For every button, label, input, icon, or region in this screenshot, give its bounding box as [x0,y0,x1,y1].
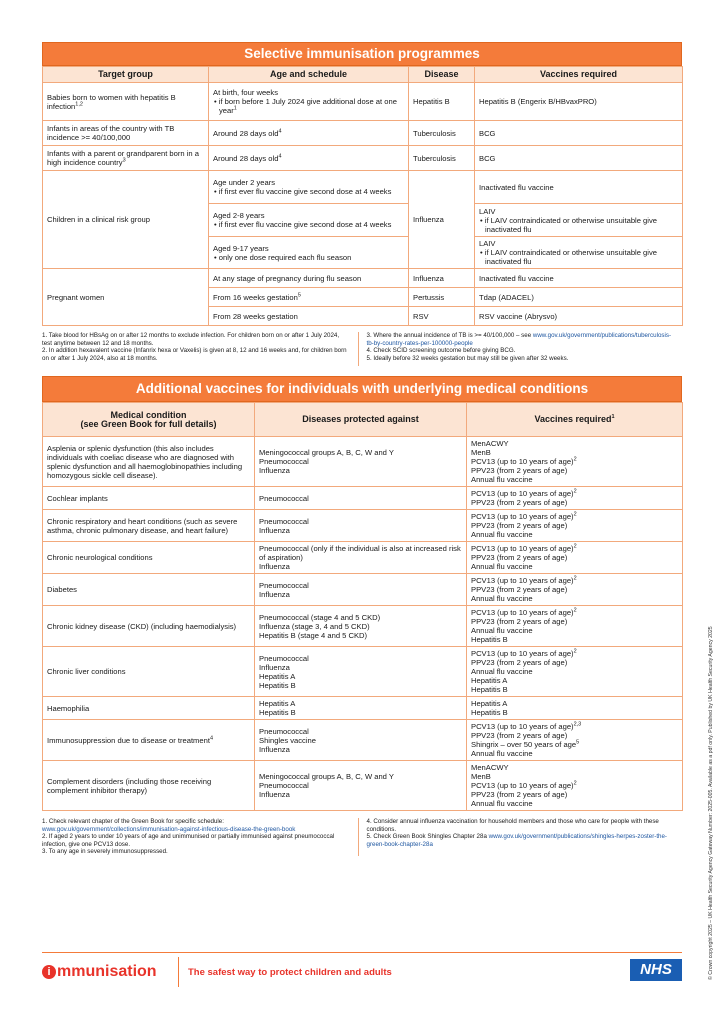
footer-divider [178,957,179,987]
immunisation-logo [42,963,157,981]
condition-cell [43,510,255,542]
disease-item: Influenza [259,790,290,799]
diseases-cell [255,510,467,542]
section1-footnotes [42,332,682,366]
vaccine-text: PPV23 (from 2 years of age) [471,466,568,475]
vaccine-bullet: • if LAIV contraindicated or otherwise unsuitable give inactivated flu [480,215,657,234]
diseases-cell [255,487,467,510]
vaccine-item [471,553,678,562]
vaccine-text: PCV13 (up to 10 years of age) [471,544,574,553]
disease-cell: Tuberculosis [409,146,475,171]
vaccines-cell [467,720,683,761]
selective-programmes-table [42,66,683,326]
disease-item: Pneumococcal (stage 4 and 5 CKD) [259,612,381,622]
nhs-logo: NHS [630,959,682,981]
header-vaccines-required [467,403,683,437]
vaccine-item [471,512,678,521]
vaccine-cell [475,237,683,269]
table-row [43,647,683,697]
disease-item: Hepatitis B [259,708,296,717]
footnote-ref: 1 [611,414,615,420]
age-text: At birth, four weeks [213,88,278,97]
condition-text: Immunosuppression due to disease or treatment [47,735,210,745]
condition-text: Asplenia or splenic dysfunction (this also includes individuals with coeliac disease who are diagnosed with splenic dysfunction and all haemoglobinopathies including homozygous sickle cell disease). [47,443,243,480]
disease-item: Influenza [259,525,290,535]
header-condition-text: Medical condition [110,409,187,420]
footnote: 3. To any age in severely immunosuppressed. [42,848,168,856]
target-group-cell [43,146,209,171]
disease-item: Pneumococcal [259,781,309,790]
footnotes-left [42,818,358,856]
table-row [43,146,683,171]
age-bullet: • only one dose required each flu season [214,252,352,262]
vaccine-item [471,667,678,676]
age-text: From 16 weeks gestation [213,292,298,302]
vaccine-item [471,530,678,539]
vaccine-text: Hepatitis A [471,676,508,685]
footnotes-right [358,818,683,856]
copyright-text: © Crown copyright 2025 – UK Health Security Agency Gateway Number: 2025-005. Available as a pdf only. Published by UK Health Security Agency 2025 [708,626,714,980]
table-header-row [43,67,683,83]
table-row [43,606,683,647]
logo-i-icon: i [42,965,56,979]
disease-cell: Influenza [409,269,475,288]
header-diseases: Diseases protected against [255,403,467,437]
vaccine-item [471,439,678,448]
vaccines-cell [467,574,683,606]
table-row [43,761,683,811]
vaccine-text: Annual flu vaccine [471,594,533,603]
vaccines-cell [467,647,683,697]
vaccine-item [471,799,678,808]
section2-footnotes [42,818,682,856]
condition-cell [43,487,255,510]
age-bullet: • if first ever flu vaccine give second dose at 4 weeks [214,220,392,229]
vaccine-text: MenACWY [471,439,509,448]
vaccine-item [471,740,678,749]
table-row [43,487,683,510]
footnote-ref: 2 [573,575,577,582]
vaccine-text: Annual flu vaccine [471,562,533,571]
target-group-cell: Children in a clinical risk group [43,171,209,269]
footnote [42,818,350,833]
vaccine-cell: BCG [475,121,683,146]
footnote-ref: 3 [122,157,126,164]
footnote-link[interactable]: www.gov.uk/government/publications/shingles-herpes-zoster-the-green-book-chapter-28a [366,833,667,848]
footnote-ref: 4 [278,127,282,134]
age-cell: From 28 weeks gestation [209,307,409,326]
footnote-text: 3. Where the annual incidence of TB is >= 40/100,000 – see [366,332,533,339]
footnote-text: 5. Check Green Book Shingles Chapter 28a [366,833,489,841]
target-group-text: Babies born to women with hepatitis B infection [47,92,176,111]
target-group-cell: Pregnant women [43,269,209,326]
header-target-group: Target group [43,67,209,83]
disease-item: Pneumococcal [259,516,309,526]
diseases-cell [255,606,467,647]
footnote-ref: 2 [573,607,577,614]
vaccine-item [471,685,678,694]
logo-text: mmunisation [57,963,157,980]
vaccines-cell [467,542,683,574]
vaccine-text: PPV23 (from 2 years of age) [471,790,568,799]
condition-cell [43,574,255,606]
vaccine-cell: Inactivated flu vaccine [475,269,683,288]
vaccine-item [471,781,678,790]
vaccine-item [471,658,678,667]
table-row [43,574,683,606]
footnote-ref: 2 [573,511,577,518]
vaccine-cell: Inactivated flu vaccine [475,171,683,204]
vaccine-text: PPV23 (from 2 years of age) [471,617,568,626]
condition-text: Haemophilia [47,703,90,713]
header-age-schedule: Age and schedule [209,67,409,83]
age-text: Age under 2 years [213,178,276,187]
vaccine-text: PCV13 (up to 10 years of age) [471,512,574,521]
footnote [367,833,675,848]
vaccine-item [471,457,678,466]
footnote: 2. If aged 2 years to under 10 years of age and unimmunised or partially immunised against pneumococcal infection, give one PCV13 dose. [42,833,335,848]
vaccine-item [471,521,678,530]
vaccine-item [471,594,678,603]
footnote: 4. Consider annual influenza vaccination for household members and those who care for people with these conditions. [366,818,659,833]
footnote-ref: 1 [233,105,237,112]
vaccines-cell [467,697,683,720]
footnote-ref: 2,3 [573,721,582,728]
footnote-ref: 2 [573,543,577,550]
vaccine-text: PPV23 (from 2 years of age) [471,498,568,507]
vaccine-text: PCV13 (up to 10 years of age) [471,781,574,790]
medical-conditions-table [42,402,683,811]
vaccine-item [471,608,678,617]
vaccine-text: PPV23 (from 2 years of age) [471,553,568,562]
vaccine-text: PCV13 (up to 10 years of age) [471,608,574,617]
vaccine-text: Shingrix – over 50 years of age [471,740,577,749]
header-condition-sub: (see Green Book for full details) [80,418,217,429]
disease-item: Meningococcal groups A, B, C, W and Y [259,448,394,457]
condition-cell [43,720,255,761]
table-header-row [43,403,683,437]
table-row [43,697,683,720]
footnote-ref: 4 [278,152,282,159]
vaccine-item [471,731,678,740]
disease-item: Shingles vaccine [259,735,316,745]
disease-item: Influenza (stage 3, 4 and 5 CKD) [259,621,370,631]
table-row [43,542,683,574]
vaccine-text: Annual flu vaccine [471,626,533,635]
footnote: 4. Check SCID screening outcome before giving BCG. [366,347,516,355]
vaccine-item [471,790,678,799]
disease-item: Pneumococcal [259,726,309,736]
condition-text: Chronic respiratory and heart conditions (such as severe asthma, chronic pulmonary disease, and heart failure) [47,516,238,535]
vaccine-text: Annual flu vaccine [471,749,533,758]
disease-cell: RSV [409,307,475,326]
footnote-ref: 2 [573,456,577,463]
diseases-cell [255,720,467,761]
disease-item: Influenza [259,589,290,599]
vaccine-cell: Tdap (ADACEL) [475,288,683,307]
diseases-cell [255,437,467,487]
table-row [43,720,683,761]
condition-cell [43,437,255,487]
footnote: 2. In addition hexavalent vaccine (Infanrix hexa or Vaxelis) is given at 8, 12 and 16 weeks and, for children born on or after 1 July 2024, also at 18 months. [42,347,347,362]
table-row [43,269,683,288]
diseases-cell [255,574,467,606]
footnote [367,332,675,347]
footer [42,952,682,993]
vaccine-text: PCV13 (up to 10 years of age) [471,489,574,498]
vaccines-cell [467,487,683,510]
vaccine-text: MenB [471,772,491,781]
section1-title: Selective immunisation programmes [42,42,682,66]
diseases-cell [255,761,467,811]
footnote-ref: 2 [573,780,577,787]
vaccines-cell [467,510,683,542]
vaccine-text: Hepatitis B [471,685,508,694]
vaccine-text: PCV13 (up to 10 years of age) [471,649,574,658]
vaccine-cell: BCG [475,146,683,171]
condition-text: Chronic kidney disease (CKD) (including haemodialysis) [47,621,237,631]
disease-item: Hepatitis B [259,680,296,690]
footnotes-left [42,332,358,366]
vaccine-text: LAIV [479,239,496,248]
vaccine-item [471,489,678,498]
age-text: Aged 2-8 years [213,211,265,220]
disease-item: Influenza [259,562,290,571]
vaccine-text: Hepatitis A [471,699,508,708]
tagline: The safest way to protect children and adults [188,967,392,978]
footnote-ref: 4 [209,734,213,741]
vaccines-cell [467,606,683,647]
age-cell [209,204,409,237]
vaccine-item [471,576,678,585]
vaccine-item [471,722,678,731]
vaccine-text: Annual flu vaccine [471,799,533,808]
vaccine-item [471,544,678,553]
condition-text: Diabetes [47,585,77,594]
diseases-cell [255,542,467,574]
conditions-body [43,437,683,811]
age-cell [209,237,409,269]
table-row [43,510,683,542]
disease-item: Influenza [259,662,290,672]
vaccine-text: Annual flu vaccine [471,530,533,539]
footnote: 1. Take blood for HBsAg on or after 12 months to exclude infection. For children born on or after 1 July 2024, test anytime between 12 and 18 months. [42,332,340,347]
vaccine-cell: RSV vaccine (Abrysvo) [475,307,683,326]
disease-cell: Pertussis [409,288,475,307]
footnote-ref: 5 [297,291,301,298]
disease-item: Pneumococcal [259,653,309,663]
footnote: 5. Ideally before 32 weeks gestation but may still be given after 32 weeks. [366,354,569,362]
vaccines-cell [467,761,683,811]
target-group-cell: Infants in areas of the country with TB incidence >= 40/100,000 [43,121,209,146]
vaccine-text: Hepatitis B [471,708,508,717]
vaccine-text: PPV23 (from 2 years of age) [471,521,568,530]
age-cell [209,146,409,171]
vaccine-text: Annual flu vaccine [471,667,533,676]
disease-item: Influenza [259,744,290,754]
vaccine-text: Annual flu vaccine [471,475,533,484]
diseases-cell [255,697,467,720]
footnote-ref: 2 [573,648,577,655]
header-vaccines: Vaccines required [475,67,683,83]
copyright-sidebar [700,560,716,980]
header-disease: Disease [409,67,475,83]
disease-item: Pneumococcal [259,580,309,590]
footnote-ref: 5 [576,739,580,746]
vaccine-item [471,466,678,475]
condition-cell [43,761,255,811]
vaccine-text: PCV13 (up to 10 years of age) [471,576,574,585]
vaccine-text: PPV23 (from 2 years of age) [471,731,568,740]
condition-cell [43,542,255,574]
age-cell [209,171,409,204]
footnote-ref: 2 [573,488,577,495]
disease-cell: Tuberculosis [409,121,475,146]
vaccine-text: PPV23 (from 2 years of age) [471,658,568,667]
vaccine-text: Hepatitis B [471,635,508,644]
table-row [43,83,683,121]
vaccine-item [471,708,678,717]
vaccine-item [471,562,678,571]
disease-item: Hepatitis B (stage 4 and 5 CKD) [259,630,368,640]
condition-cell [43,647,255,697]
table-row [43,121,683,146]
disease-item: Pneumococcal (only if the individual is also at increased risk of aspiration) [259,544,461,562]
vaccine-item [471,699,678,708]
footnote-link[interactable]: www.gov.uk/government/collections/immunisation-against-infectious-disease-the-green-book [42,825,296,833]
header-medical-condition [43,403,255,437]
vaccine-item [471,585,678,594]
age-bullet [213,97,404,115]
vaccine-item [471,617,678,626]
disease-cell: Hepatitis B [409,83,475,121]
footnote-ref: 1,2 [75,100,83,107]
condition-text: Chronic liver conditions [47,667,126,676]
footnote-text: 1. Check relevant chapter of the Green Book for specific schedule: [42,818,224,825]
vaccine-cell: Hepatitis B (Engerix B/HBvaxPRO) [475,83,683,121]
age-cell [209,121,409,146]
footnotes-right [358,332,683,366]
target-group-text: Infants with a parent or grandparent born in a high incidence country [47,149,199,167]
vaccine-text: LAIV [479,206,496,216]
age-text: Aged 9-17 years [213,243,269,253]
vaccine-item [471,763,678,772]
vaccine-text: PCV13 (up to 10 years of age) [471,722,574,731]
disease-item: Influenza [259,466,290,475]
footnote-link[interactable]: www.gov.uk/government/publications/tuberculosis-tb-by-country-rates-per-100000-people [366,332,672,347]
vaccine-item [471,649,678,658]
vaccine-item [471,475,678,484]
vaccine-item [471,626,678,635]
table-row [43,437,683,487]
age-text: Around 28 days old [213,128,279,138]
vaccine-item [471,749,678,758]
vaccines-cell [467,437,683,487]
age-bullet: • if first ever flu vaccine give second dose at 4 weeks [214,187,392,196]
disease-item: Hepatitis A [259,699,296,708]
diseases-cell [255,647,467,697]
vaccine-item [471,635,678,644]
disease-item: Pneumococcal [259,457,309,466]
disease-item: Meningococcal groups A, B, C, W and Y [259,772,394,781]
disease-cell: Influenza [409,171,475,269]
disease-item: Pneumococcal [259,493,309,503]
vaccine-text: PPV23 (from 2 years of age) [471,585,568,594]
age-bullet-text: • if born before 1 July 2024 give additional dose at one year [214,97,397,115]
disease-item: Hepatitis A [259,671,296,681]
condition-text: Cochlear implants [47,493,108,503]
vaccine-text: MenB [471,448,491,457]
vaccine-cell [475,204,683,237]
header-vaccines-text: Vaccines required [534,414,612,424]
age-cell [209,288,409,307]
page [42,42,682,856]
vaccine-item [471,676,678,685]
vaccine-text: PCV13 (up to 10 years of age) [471,457,574,466]
age-text: Around 28 days old [213,153,279,163]
table-row [43,171,683,204]
vaccine-item [471,498,678,507]
condition-cell [43,606,255,647]
condition-cell [43,697,255,720]
section2-title: Additional vaccines for individuals with underlying medical conditions [42,376,682,402]
vaccine-text: MenACWY [471,763,509,772]
target-group-cell [43,83,209,121]
vaccine-bullet: • if LAIV contraindicated or otherwise unsuitable give inactivated flu [480,248,657,266]
condition-text: Complement disorders (including those receiving complement inhibitor therapy) [47,776,212,795]
age-cell: At any stage of pregnancy during flu season [209,269,409,288]
age-cell [209,83,409,121]
condition-text: Chronic neurological conditions [47,553,153,562]
